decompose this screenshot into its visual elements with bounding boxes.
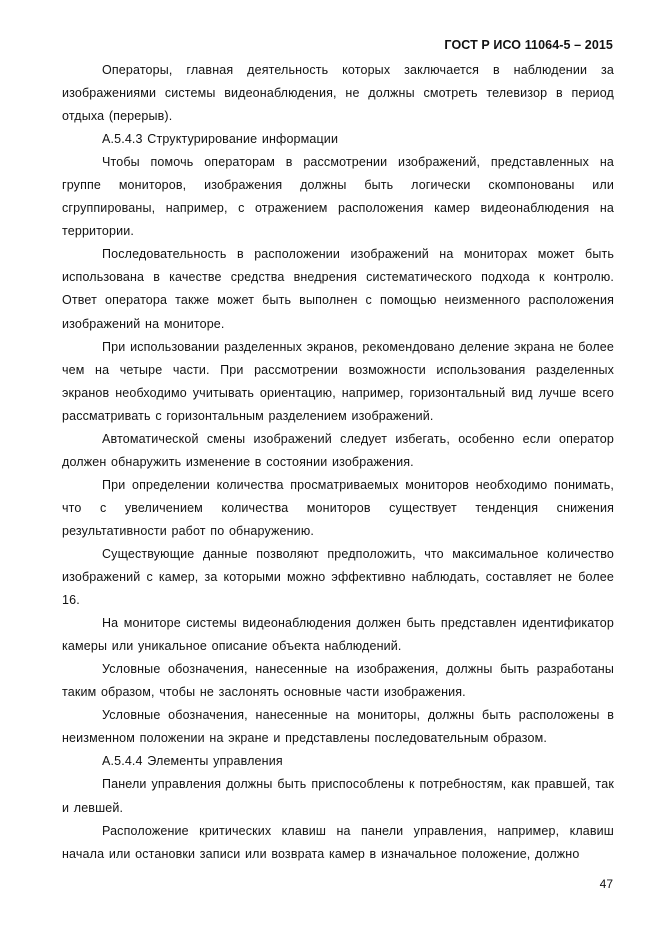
paragraph-sequence: Последовательность в расположении изображений на мониторах может быть использована в качестве средства внедрения систематического подхода к контролю. Ответ оператора также может быть выполнен с помощью неизменного расположения изображений на мониторе. [62,247,614,331]
paragraph-grouping: Чтобы помочь операторам в рассмотрении изображений, представленных на группе мониторов, изображения должны быть логически скомпонованы или сгруппированы, например, с отражением расположения камер видеонаблюдения на территории. [62,155,614,239]
document-body [62,59,614,866]
paragraph-camera-id: На мониторе системы видеонаблюдения должен быть представлен идентификатор камеры или уникальное описание объекта наблюдений. [62,616,614,654]
paragraph-monitor-count: При определении количества просматриваемых мониторов необходимо понимать, что с увеличением количества мониторов существует тенденция снижения результативности работ по обнаружению. [62,477,614,538]
paragraph-symbols-images: Условные обозначения, нанесенные на изображения, должны быть разработаны таким образом, чтобы не заслонять основные части изображения. [62,662,614,700]
page-number: 47 [599,877,613,891]
paragraph-auto-switching: Автоматической смены изображений следует избегать, особенно если оператор должен обнаружить изменение в состоянии изображения. [62,431,614,469]
paragraph-critical-keys: Расположение критических клавиш на панели управления, например, клавиш начала или остановки записи или возврата камер в изначальное положение, должно [62,823,614,861]
paragraph-operators-rest: Операторы, главная деятельность которых заключается в наблюдении за изображениями системы видеонаблюдения, не должны смотреть телевизор в период отдыха (перерыв). [62,63,614,124]
section-heading-a544: А.5.4.4 Элементы управления [102,754,283,769]
paragraph-split-screens: При использовании разделенных экранов, рекомендовано деление экрана не более чем на четыре части. При рассмотрении возможности использования разделенных экранов необходимо учитывать ориентацию, например, горизонтальный вид лучше всего рассматривать с горизонтальным разделением изображений. [62,339,614,423]
document-header-title: ГОСТ Р ИСО 11064-5 – 2015 [444,38,613,52]
paragraph-control-panels: Панели управления должны быть приспособлены к потребностям, как правшей, так и левшей. [62,777,614,815]
section-heading-a543: А.5.4.3 Структурирование информации [102,132,339,147]
paragraph-max-images: Существующие данные позволяют предположить, что максимальное количество изображений с камер, за которыми можно эффективно наблюдать, составляет не более 16. [62,546,614,608]
paragraph-symbols-monitors: Условные обозначения, нанесенные на мониторы, должны быть расположены в неизменном положении на экране и представлены последовательным образом. [62,708,614,746]
